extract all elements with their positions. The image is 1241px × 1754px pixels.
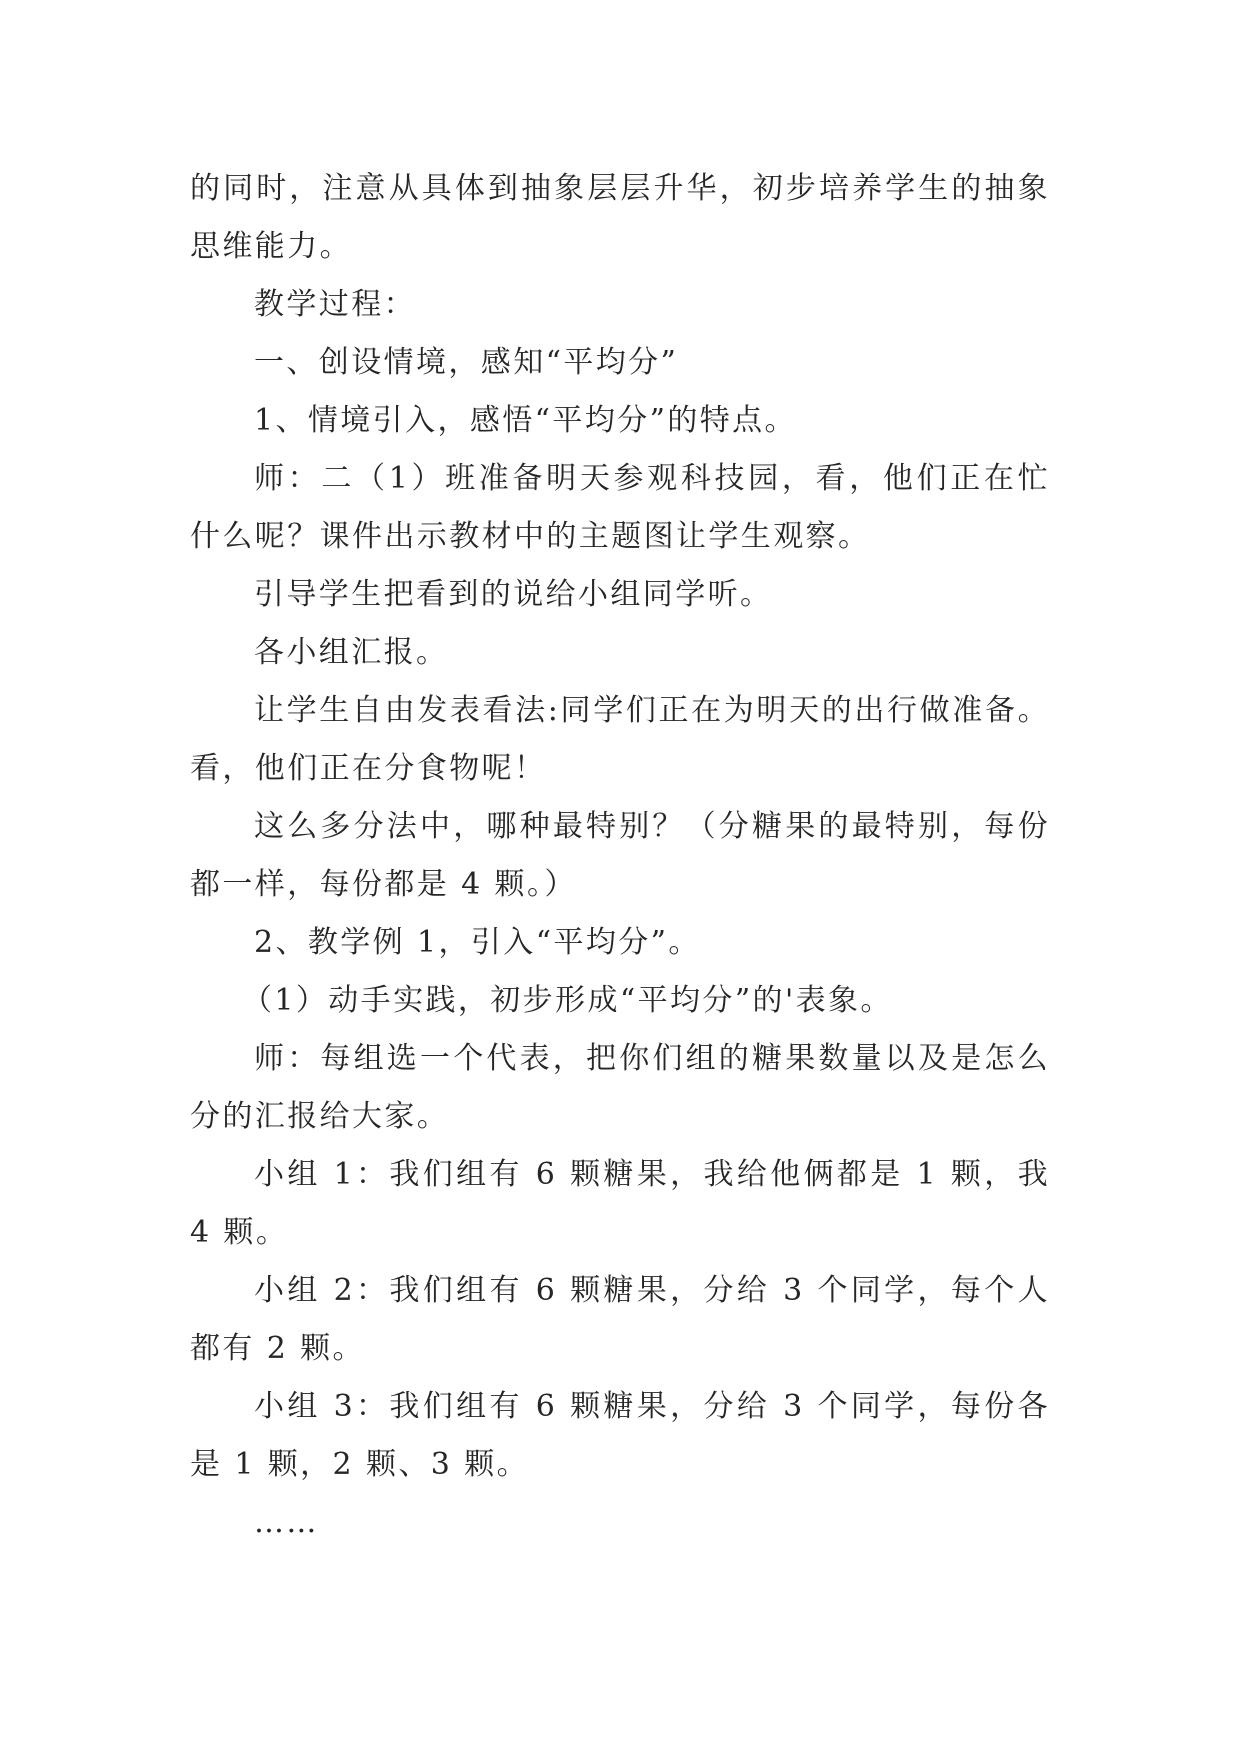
paragraph-group-3: 小组 3：我们组有 6 颗糖果，分给 3 个同学，每份各是 1 颗，2 颗、3 颗。 — [190, 1389, 1050, 1482]
paragraph-ellipsis: …… — [254, 1505, 319, 1540]
paragraph-section-one-heading: 一、创设情境，感知“平均分” — [254, 345, 679, 380]
paragraph-special-method: 这么多分法中，哪种最特别？（分糖果的最特别，每份都一样，每份都是 4 颗。） — [190, 809, 1050, 902]
paragraph-teacher-intro: 师：二（1）班准备明天参观科技园，看，他们正在忙什么呢？课件出示教材中的主题图让学生观察。 — [190, 461, 1050, 554]
paragraph-group-report: 各小组汇报。 — [254, 635, 449, 670]
paragraph-hands-on-practice: （1）动手实践，初步形成“平均分”的'表象。 — [242, 983, 893, 1018]
document-body — [190, 160, 1062, 1552]
paragraph-free-discussion: 让学生自由发表看法:同学们正在为明天的出行做准备。看，他们正在分食物呢！ — [190, 693, 1050, 786]
paragraph-goal-continuation: 的同时，注意从具体到抽象层层升华，初步培养学生的抽象思维能力。 — [190, 171, 1050, 264]
paragraph-teacher-request: 师：每组选一个代表，把你们组的糖果数量以及是怎么分的汇报给大家。 — [190, 1041, 1050, 1134]
paragraph-step-two-heading: 2、教学例 1，引入“平均分”。 — [254, 925, 701, 960]
paragraph-teaching-process-heading: 教学过程： — [254, 287, 416, 322]
paragraph-group-1: 小组 1：我们组有 6 颗糖果，我给他俩都是 1 颗，我 4 颗。 — [190, 1157, 1062, 1250]
paragraph-guide-students: 引导学生把看到的说给小组同学听。 — [254, 577, 773, 612]
paragraph-step-one-heading: 1、情境引入，感悟“平均分”的特点。 — [254, 403, 797, 438]
paragraph-group-2: 小组 2：我们组有 6 颗糖果，分给 3 个同学，每个人都有 2 颗。 — [190, 1273, 1050, 1366]
